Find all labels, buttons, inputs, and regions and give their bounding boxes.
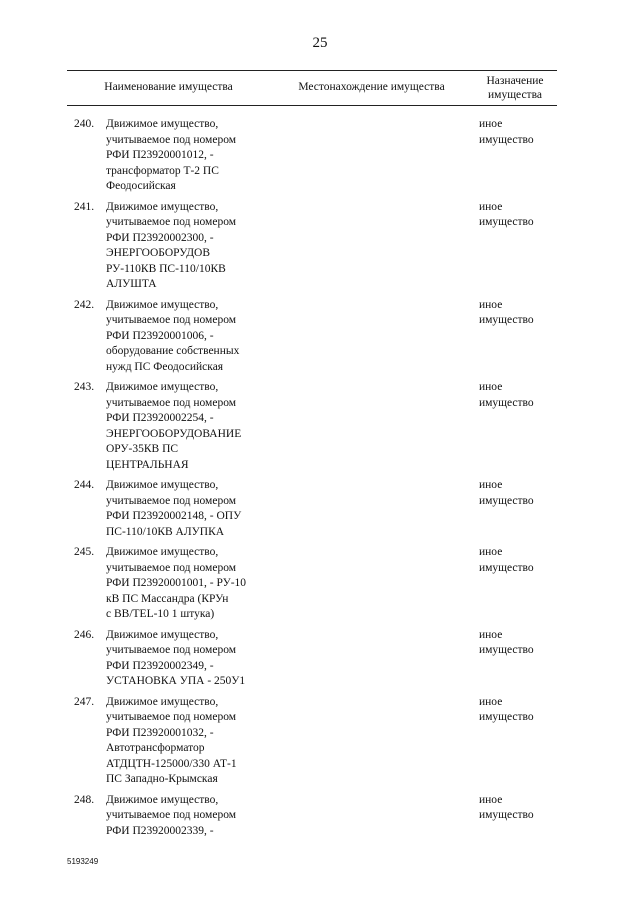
property-name: Движимое имущество, учитываемое под номером РФИ П23920001001, - РУ-10 кВ ПС Массандра (КРУн с BB/TEL-10 1 штука): [106, 546, 247, 620]
property-purpose: иное имущество: [479, 695, 534, 723]
property-purpose: иное имущество: [479, 118, 534, 146]
property-purpose: иное имущество: [479, 628, 534, 656]
property-purpose: иное имущество: [479, 381, 534, 409]
property-name: Движимое имущество, учитываемое под номером РФИ П23920001006, - оборудование собственных нужд ПС Феодосийская: [106, 298, 240, 373]
property-purpose: иное имущество: [479, 546, 534, 574]
property-location: [286, 793, 476, 840]
property-location: [286, 200, 476, 293]
row-number: 240.: [74, 118, 95, 130]
property-location: [286, 117, 476, 195]
row-number: 247.: [74, 695, 95, 708]
property-name: Движимое имущество, учитываемое под номером РФИ П23920001032, - Автотрансформатор АТДЦТН-125000/330 АТ-1 ПС Западно-Крымская: [106, 695, 237, 785]
header-purpose: [473, 74, 557, 102]
table-row: [67, 200, 567, 293]
table-row: [67, 117, 567, 195]
property-name: Движимое имущество, учитываемое под номером РФИ П23920001012, - трансформатор Т-2 ПС Феодосийская: [106, 118, 236, 192]
row-number: 241.: [74, 200, 95, 213]
property-purpose: иное имущество: [479, 479, 534, 507]
table-row: [67, 478, 567, 540]
table-row: [67, 695, 567, 788]
table-row: [67, 545, 567, 623]
document-code: 5193249: [67, 857, 99, 866]
row-number: 242.: [74, 298, 95, 311]
property-name: Движимое имущество, учитываемое под номером РФИ П23920002339, -: [106, 793, 236, 837]
row-number: 248.: [74, 793, 95, 806]
property-purpose: иное имущество: [479, 793, 534, 821]
property-location: [286, 695, 476, 788]
table-header: [67, 70, 557, 106]
row-number: 245.: [74, 546, 95, 558]
header-name: Наименование имущества: [104, 81, 233, 93]
property-location: [286, 628, 476, 690]
property-name: Движимое имущество, учитываемое под номером РФИ П23920002300, - ЭНЕРГООБОРУДОВ РУ-110КВ ПС-110/10КВ АЛУШТА: [106, 200, 236, 290]
row-number: 246.: [74, 628, 95, 641]
page-number: 25: [312, 35, 328, 51]
property-location: [286, 545, 476, 623]
row-number: 243.: [74, 381, 95, 393]
property-purpose: иное имущество: [479, 200, 534, 228]
property-name: Движимое имущество, учитываемое под номером РФИ П23920002254, - ЭНЕРГООБОРУДОВАНИЕ ОРУ-35КВ ПС ЦЕНТРАЛЬНАЯ: [106, 381, 242, 471]
table-row: [67, 628, 567, 690]
row-number: 244.: [74, 479, 95, 491]
table-row: [67, 793, 567, 840]
property-location: [286, 298, 476, 376]
header-location: Местонахождение имущества: [298, 81, 445, 93]
table-row: [67, 298, 567, 376]
property-purpose: иное имущество: [479, 298, 534, 326]
property-location: [286, 380, 476, 473]
table-row: [67, 380, 567, 473]
property-location: [286, 478, 476, 540]
header-purpose-text: Назначение имущества: [486, 75, 544, 101]
property-name: Движимое имущество, учитываемое под номером РФИ П23920002349, - УСТАНОВКА УПА - 250У1: [106, 628, 246, 687]
property-table: [67, 117, 567, 844]
property-name: Движимое имущество, учитываемое под номером РФИ П23920002148, - ОПУ ПС-110/10КВ АЛУПКА: [106, 479, 242, 538]
